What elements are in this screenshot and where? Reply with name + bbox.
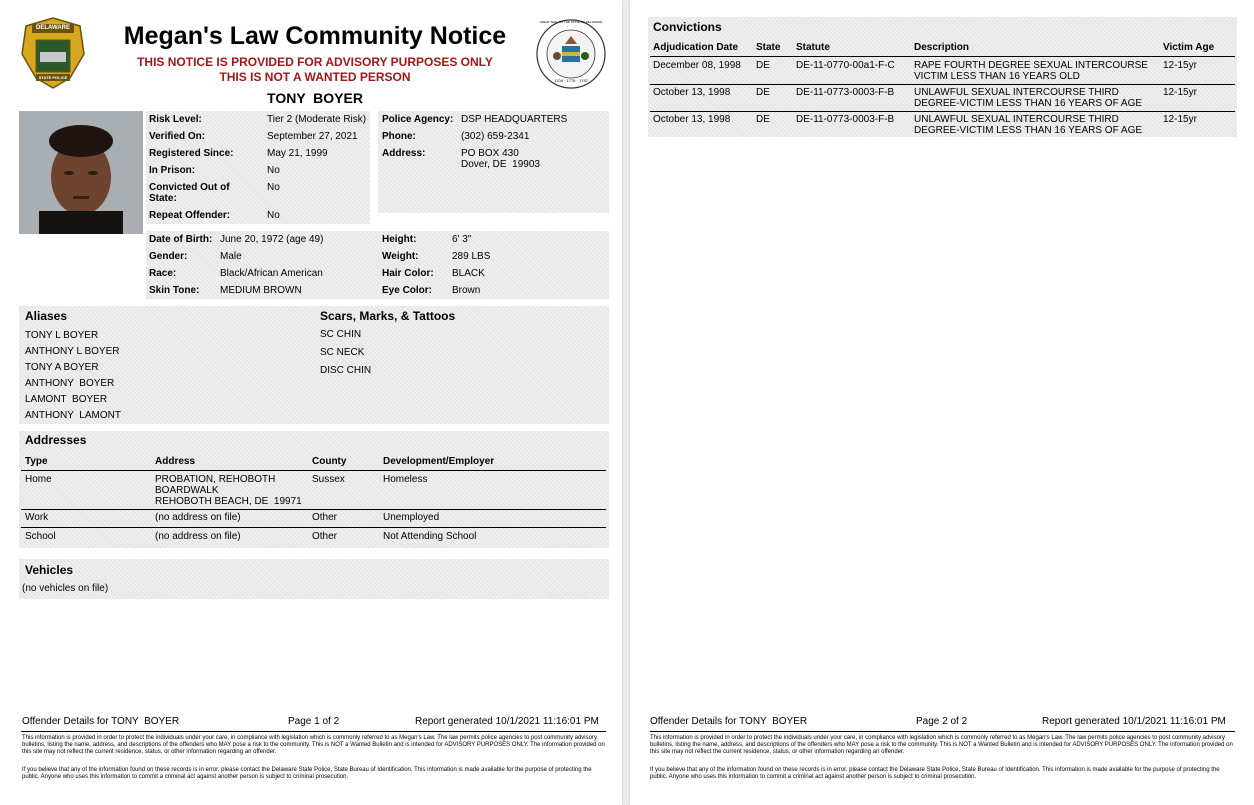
address-row-line1: PROBATION, REHOBOTH <box>155 474 276 485</box>
state-seal-logo <box>535 18 607 90</box>
address-row-county: Other <box>312 512 338 523</box>
vehicles-empty: (no vehicles on file) <box>22 583 109 594</box>
seal-dates: 1704 · 1776 · 1787 <box>554 78 588 83</box>
agency-address-line1: PO BOX 430 <box>461 148 519 159</box>
height-value: 6' 3" <box>452 234 472 245</box>
conviction-victim-age: 12-15yr <box>1163 87 1197 98</box>
conviction-victim-age: 12-15yr <box>1163 114 1197 125</box>
not-wanted-notice: THIS IS NOT A WANTED PERSON <box>219 70 411 84</box>
conviction-statute: DE-11-0773-0003-F-B <box>796 114 895 125</box>
address-row-type: Home <box>25 474 52 485</box>
race-label: Race: <box>149 268 177 279</box>
conviction-description-line2: DEGREE-VICTIM LESS THAN 16 YEARS OF AGE <box>914 98 1143 109</box>
repeat-offender-value: No <box>267 210 280 221</box>
convicted-out-label-line1: Convicted Out of <box>149 182 230 193</box>
weight-label: Weight: <box>382 251 419 262</box>
height-label: Height: <box>382 234 417 245</box>
address-row-line1: (no address on file) <box>155 531 241 542</box>
address-row-type: Work <box>25 512 49 523</box>
alias-item: ANTHONY LAMONT <box>25 410 121 421</box>
conviction-col-statute: Statute <box>796 42 830 53</box>
conviction-description-line2: DEGREE-VICTIM LESS THAN 16 YEARS OF AGE <box>914 125 1143 136</box>
hair-color-label: Hair Color: <box>382 268 434 279</box>
address-row-rule <box>21 527 606 528</box>
conviction-col-description: Description <box>914 42 970 53</box>
address-col-county: County <box>312 456 347 467</box>
footer-disclaimer-contact: If you believe that any of the information found on these records is in error, please contact the Delaware State Police, State Bureau of Identification. This information is made available for the purpose of protecting the public. Anyone who uses this information to commit a criminal act against another person is subject to criminal prosecution. <box>22 767 592 780</box>
address-row-line2: BOARDWALK <box>155 485 219 496</box>
gender-label: Gender: <box>149 251 188 262</box>
risk-level-label: Risk Level: <box>149 114 202 125</box>
hair-color-value: BLACK <box>452 268 485 279</box>
address-row-county: Other <box>312 531 338 542</box>
aliases-scars-panel <box>19 306 609 424</box>
gender-value: Male <box>220 251 242 262</box>
footer-generated: Report generated 10/1/2021 11:16:01 PM <box>1042 716 1226 727</box>
footer-offender: Offender Details for TONY BOYER <box>650 716 808 727</box>
scar-item: SC CHIN <box>320 329 362 340</box>
repeat-offender-label: Repeat Offender: <box>149 210 231 221</box>
skin-tone-label: Skin Tone: <box>149 285 200 296</box>
conviction-state: DE <box>756 60 770 71</box>
police-agency-label: Police Agency: <box>382 114 454 125</box>
address-row-employer: Unemployed <box>383 512 440 523</box>
offender-name: TONY BOYER <box>267 90 363 106</box>
conviction-date: December 08, 1998 <box>653 60 741 71</box>
registered-since-value: May 21, 1999 <box>267 148 328 159</box>
conviction-state: DE <box>756 87 770 98</box>
conviction-description-line2: VICTIM LESS THAN 16 YEARS OLD <box>914 71 1080 82</box>
conviction-statute: DE-11-0773-0003-F-B <box>796 87 895 98</box>
risk-level-value: Tier 2 (Moderate Risk) <box>267 114 367 125</box>
conviction-description-line1: RAPE FOURTH DEGREE SEXUAL INTERCOURSE <box>914 60 1148 71</box>
skin-tone-value: MEDIUM BROWN <box>220 285 302 296</box>
agency-address-line2: Dover, DE 19903 <box>461 159 540 170</box>
in-prison-value: No <box>267 165 280 176</box>
footer-offender: Offender Details for TONY BOYER <box>22 716 180 727</box>
scar-item: DISC CHIN <box>320 365 372 376</box>
agency-address-label: Address: <box>382 148 426 159</box>
phone-value: (302) 659-2341 <box>461 131 530 142</box>
conviction-col-date: Adjudication Date <box>653 42 739 53</box>
badge-bottom-text: STATE POLICE <box>38 75 68 80</box>
conviction-description-line1: UNLAWFUL SEXUAL INTERCOURSE THIRD <box>914 87 1119 98</box>
scars-title: Scars, Marks, & Tattoos <box>320 309 456 323</box>
address-row-county: Sussex <box>312 474 345 485</box>
dob-label: Date of Birth: <box>149 234 213 245</box>
alias-item: ANTHONY L BOYER <box>25 346 120 357</box>
badge-top-text: DELAWARE <box>35 25 70 31</box>
conviction-victim-age: 12-15yr <box>1163 60 1197 71</box>
conviction-statute: DE-11-0770-00a1-F-C <box>796 60 895 71</box>
aliases-title: Aliases <box>25 309 68 323</box>
conviction-state: DE <box>756 114 770 125</box>
convictions-title: Convictions <box>653 20 722 34</box>
alias-item: ANTHONY BOYER <box>25 378 115 389</box>
race-value: Black/African American <box>220 268 323 279</box>
address-col-employer: Development/Employer <box>383 456 495 467</box>
footer-disclaimer: This information is provided in order to protect the individuals under your care, in compliance with legislation which is commonly referred to as Megan's Law. The law permits police agencies to post community advisory bulletins, listing the name, address, and descriptions of the offenders who MAY pose a risk to the community. This is NOT a Wanted Bulletin and is intended for ADVISORY PURPOSES ONLY. The information provided on this site may not reflect the current residence, status, or other information regarding an offender. <box>22 735 605 755</box>
conviction-col-victim-age: Victim Age <box>1163 42 1215 53</box>
registered-since-label: Registered Since: <box>149 148 234 159</box>
address-row-rule <box>21 509 606 510</box>
footer-rule <box>650 731 1235 732</box>
report-page-2 <box>630 0 1254 805</box>
physical-panel <box>146 231 609 299</box>
alias-item: TONY A BOYER <box>25 362 99 373</box>
address-row-line1: (no address on file) <box>155 512 241 523</box>
address-col-type: Type <box>25 456 48 467</box>
convicted-out-value: No <box>267 182 280 193</box>
eye-color-value: Brown <box>452 285 481 296</box>
address-row-employer: Not Attending School <box>383 531 477 542</box>
conviction-row-rule <box>650 84 1235 85</box>
alias-item: TONY L BOYER <box>25 330 99 341</box>
conviction-date: October 13, 1998 <box>653 87 731 98</box>
verified-on-value: September 27, 2021 <box>267 131 358 142</box>
address-row-employer: Homeless <box>383 474 428 485</box>
address-row-line3: REHOBOTH BEACH, DE 19971 <box>155 496 302 507</box>
page-title: Megan's Law Community Notice <box>123 22 507 50</box>
offender-photo <box>19 111 143 234</box>
weight-value: 289 LBS <box>452 251 491 262</box>
address-row-type: School <box>25 531 56 542</box>
conviction-description-line1: UNLAWFUL SEXUAL INTERCOURSE THIRD <box>914 114 1119 125</box>
conviction-col-state: State <box>756 42 781 53</box>
conviction-date: October 13, 1998 <box>653 114 731 125</box>
footer-page-number: Page 1 of 2 <box>288 716 340 727</box>
in-prison-label: In Prison: <box>149 165 196 176</box>
conviction-row-rule <box>650 111 1235 112</box>
seal-text: GREAT SEAL OF THE STATE OF DELAWARE <box>539 20 603 24</box>
address-header-rule <box>21 470 606 471</box>
phone-label: Phone: <box>382 131 416 142</box>
scar-item: SC NECK <box>320 347 365 358</box>
verified-on-label: Verified On: <box>149 131 206 142</box>
state-police-badge-logo <box>18 16 88 90</box>
dob-value: June 20, 1972 (age 49) <box>220 234 324 245</box>
eye-color-label: Eye Color: <box>382 285 433 296</box>
footer-disclaimer: This information is provided in order to protect the individuals under your care, in compliance with legislation which is commonly referred to as Megan's Law. The law permits police agencies to post community advisory bulletins, listing the name, address, and descriptions of the offenders who MAY pose a risk to the community. This is NOT a Wanted Bulletin and is intended for ADVISORY PURPOSES ONLY. The information provided on this site may not reflect the current residence, status, or other information regarding an offender. <box>650 735 1233 755</box>
conviction-header-rule <box>650 56 1235 57</box>
advisory-notice: THIS NOTICE IS PROVIDED FOR ADVISORY PURPOSES ONLY <box>137 55 493 69</box>
police-agency-value: DSP HEADQUARTERS <box>461 114 568 125</box>
address-col-address: Address <box>155 456 196 467</box>
vehicles-title: Vehicles <box>25 563 74 577</box>
report-page-1 <box>0 0 622 805</box>
convicted-out-label-line2: State: <box>149 193 177 204</box>
footer-generated: Report generated 10/1/2021 11:16:01 PM <box>415 716 599 727</box>
footer-disclaimer-contact: If you believe that any of the information found on these records is in error, please contact the Delaware State Police, State Bureau of Identification. This information is made available for the purpose of protecting the public. Anyone who uses this information to commit a criminal act against another person is subject to criminal prosecution. <box>650 767 1220 780</box>
addresses-title: Addresses <box>25 433 87 447</box>
footer-page-number: Page 2 of 2 <box>916 716 968 727</box>
alias-item: LAMONT BOYER <box>25 394 108 405</box>
footer-rule <box>21 731 606 732</box>
